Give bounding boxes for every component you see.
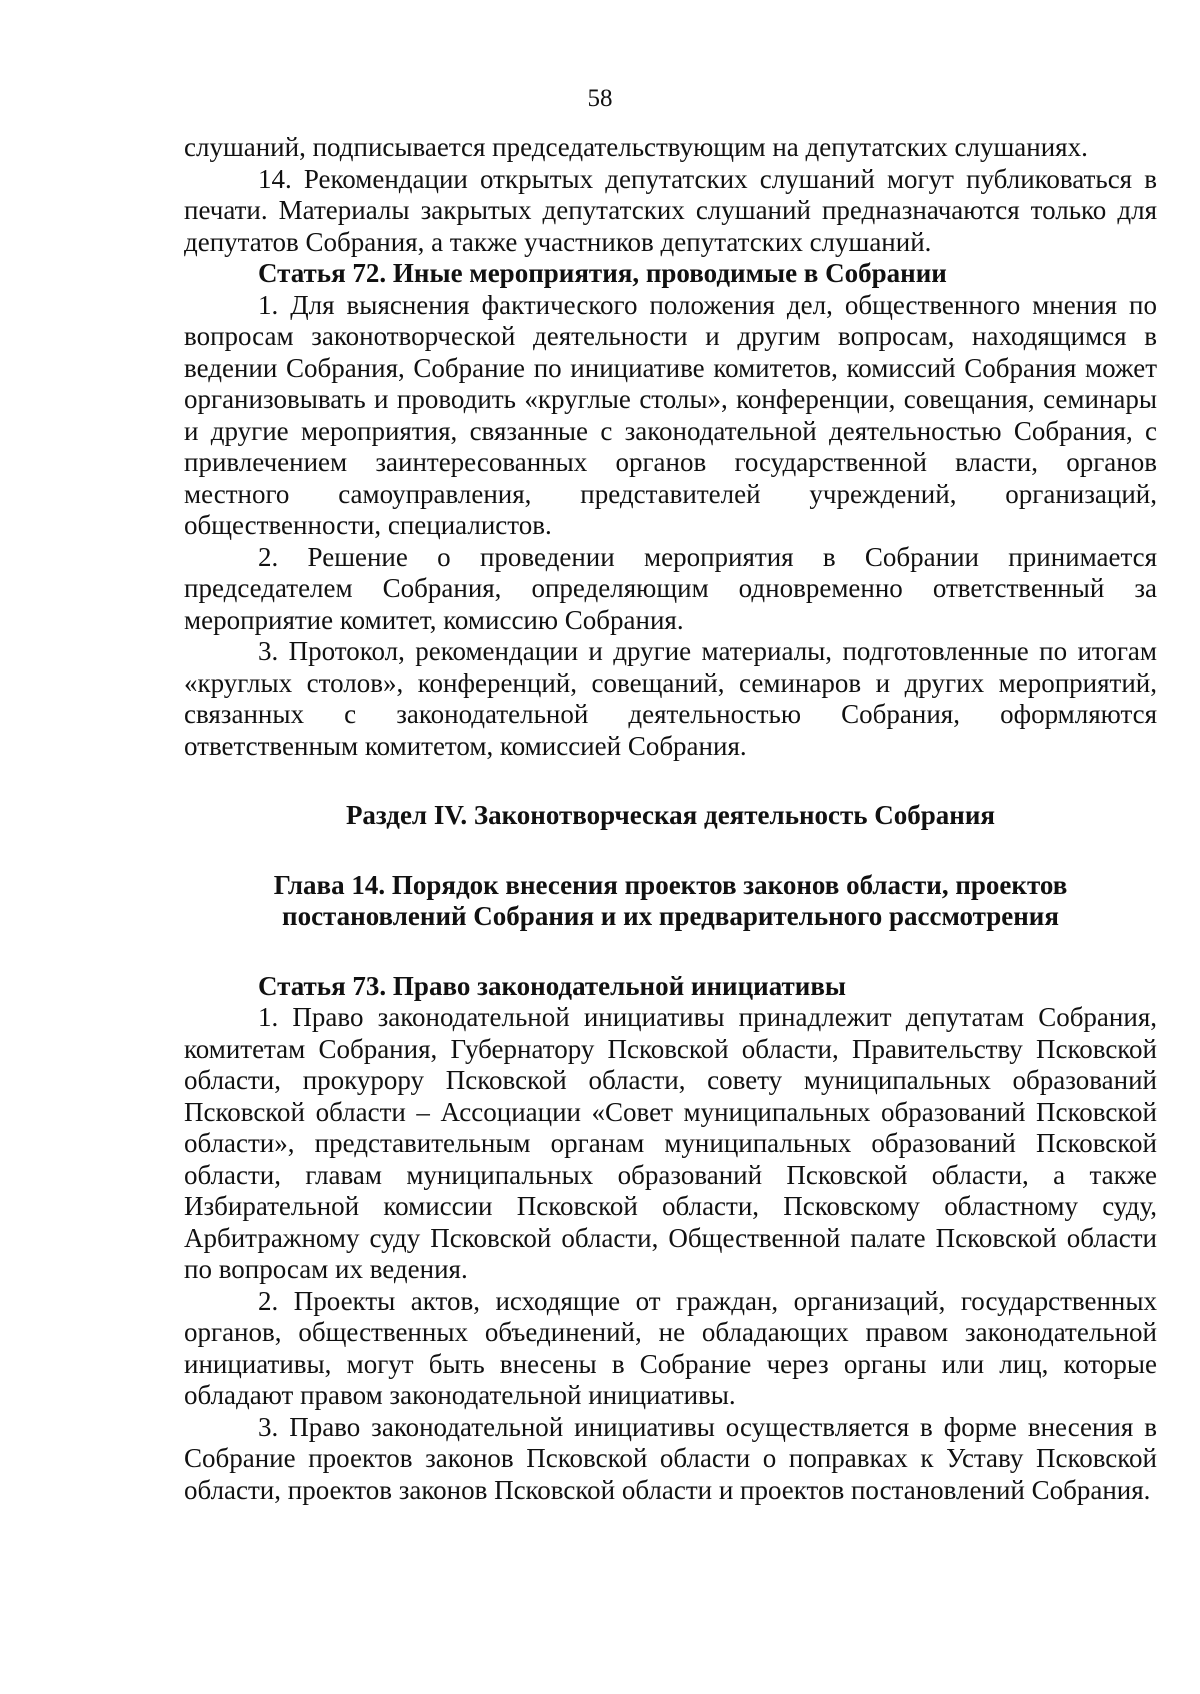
chapter-title-line-1: Глава 14. Порядок внесения проектов законов области, проектов bbox=[273, 869, 1068, 900]
section-title: Раздел IV. Законотворческая деятельность Собрания bbox=[345, 800, 996, 830]
spacer bbox=[184, 832, 1157, 870]
spacer bbox=[184, 933, 1157, 971]
article-73-item-1: 1. Право законодательной инициативы принадлежит депутатам Собрания, комитетам Собрания, Губернатору Псковской области, Правительству Псковской области, прокурору Псковской области, совету муниципальных образований Псковской области – Ассоциации «Совет муниципальных образований Псковской области», представительным органам муниципальных образований Псковской области, главам муниципальных образований Псковской области, а также Избирательной комиссии Псковской области, Псковскому областному суду, Арбитражному суду Псковской области, Общественной палате Псковской области по вопросам их ведения. bbox=[184, 1002, 1157, 1284]
article-73-item-3: 3. Право законодательной инициативы осуществляется в форме внесения в Собрание проектов законов Псковской области о поправках к Уставу Псковской области, проектов законов Псковской области и проектов постановлений Собрания. bbox=[184, 1411, 1157, 1505]
article-72-title: Статья 72. Иные мероприятия, проводимые в Собрании bbox=[258, 258, 947, 288]
page-number: 58 bbox=[587, 85, 613, 112]
paragraph-item-14: 14. Рекомендации открытых депутатских слушаний могут публиковаться в печати. Материалы закрытых депутатских слушаний предназначаются только для депутатов Собрания, а также участников депутатских слушаний. bbox=[184, 163, 1157, 257]
article-73-item-2: 2. Проекты актов, исходящие от граждан, организаций, государственных органов, общественных объединений, не обладающих правом законодательной инициативы, могут быть внесены в Собрание через органы или лиц, которые обладают правом законодательной инициативы. bbox=[184, 1285, 1157, 1410]
article-72-item-1: 1. Для выяснения фактического положения дел, общественного мнения по вопросам законотворческой деятельности и другим вопросам, находящимся в ведении Собрания, Собрание по инициативе комитетов, комиссий Собрания может организовывать и проводить «круглые столы», конференции, совещания, семинары и другие мероприятия, связанные с законодательной деятельностью Собрания, с привлечением заинтересованных органов государственной власти, органов местного самоуправления, представителей учреждений, организаций, общественности, специалистов. bbox=[184, 289, 1157, 540]
paragraph-continuation: слушаний, подписывается председательствующим на депутатских слушаниях. bbox=[184, 132, 1088, 162]
article-72-item-3: 3. Протокол, рекомендации и другие материалы, подготовленные по итогам «круглых столов», конференций, совещаний, семинаров и других мероприятий, связанных с законодательной деятельностью Собрания, оформляются ответственным комитетом, комиссией Собрания. bbox=[184, 636, 1157, 761]
chapter-title-line-2: постановлений Собрания и их предварительного рассмотрения bbox=[282, 901, 1059, 931]
article-72-item-2: 2. Решение о проведении мероприятия в Собрании принимается председателем Собрания, определяющим одновременно ответственный за мероприятие комитет, комиссию Собрания. bbox=[184, 541, 1157, 635]
article-73-title: Статья 73. Право законодательной инициативы bbox=[258, 970, 846, 1001]
spacer bbox=[184, 762, 1157, 800]
document-body bbox=[184, 132, 1157, 1506]
